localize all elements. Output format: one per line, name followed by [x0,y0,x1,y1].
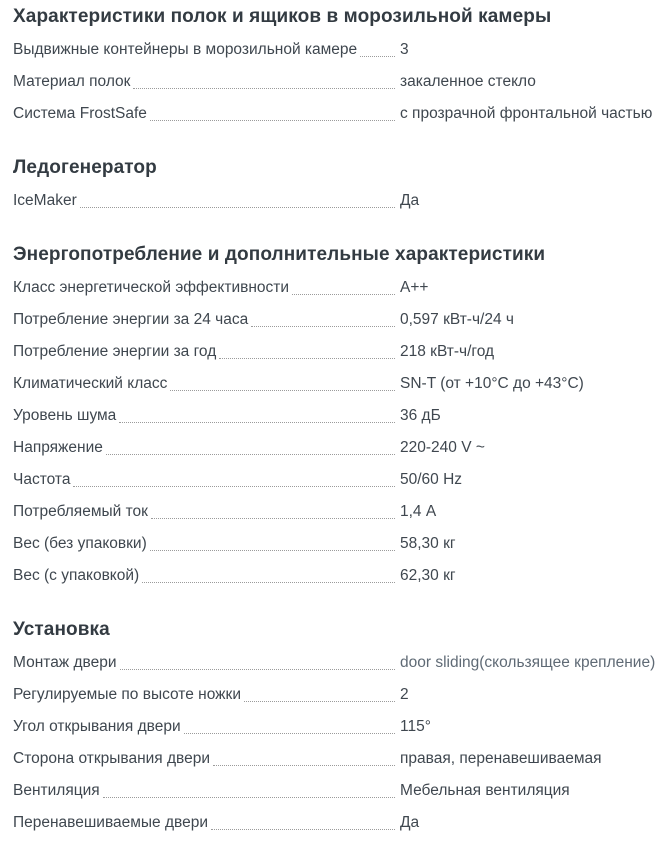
spec-label: Потребление энергии за 24 часа [13,311,249,328]
spec-row-left [13,400,400,432]
dotted-leader [133,88,395,89]
spec-row-left [13,496,400,528]
section-heading: Характеристики полок и ящиков в морозильной камеры [13,6,552,27]
spec-label: Вес (с упаковкой) [13,567,140,584]
spec-row-left [13,560,400,592]
spec-label: Уровень шума [13,407,117,424]
spec-row-left [13,647,400,679]
spec-row [13,496,658,528]
spec-row-left [13,775,400,807]
dotted-leader [292,294,395,295]
product-spec-sheet [13,5,658,839]
spec-value: 0,597 кВт-ч/24 ч [400,311,514,328]
spec-row [13,400,658,432]
section-rows [13,647,658,839]
spec-row [13,336,658,368]
spec-row-left [13,528,400,560]
spec-value: A++ [400,279,429,296]
spec-label: Потребляемый ток [13,503,148,520]
spec-value: Да [400,814,420,831]
spec-row [13,464,658,496]
section-heading: Энергопотребление и дополнительные характеристики [13,244,546,265]
spec-value: 50/60 Hz [400,471,463,488]
spec-row [13,432,658,464]
spec-label: Класс энергетической эффективности [13,279,290,296]
dotted-leader [211,829,395,830]
spec-label: Вес (без упаковки) [13,535,147,552]
spec-value: 220-240 V ~ [400,439,485,456]
section-heading: Установка [13,619,110,640]
spec-label: Напряжение [13,439,103,456]
spec-label: Система FrostSafe [13,105,147,122]
spec-value: Мебельная вентиляция [400,782,570,799]
spec-row-left [13,98,400,130]
spec-value: 218 кВт-ч/год [400,343,495,360]
spec-label: Климатический класс [13,375,168,392]
spec-value: с прозрачной фронтальной частью [400,105,653,122]
spec-row [13,304,658,336]
spec-row [13,711,658,743]
dotted-leader [119,422,395,423]
spec-row-left [13,679,400,711]
dotted-leader [184,733,395,734]
spec-row-left [13,464,400,496]
spec-value: 115° [400,718,431,735]
section-rows [13,272,658,592]
spec-value: 36 дБ [400,407,441,424]
spec-value: 1,4 А [400,503,437,520]
spec-row [13,368,658,400]
spec-row [13,185,658,217]
spec-row-left [13,368,400,400]
spec-row [13,98,658,130]
spec-value: 2 [400,686,409,703]
dotted-leader [80,207,395,208]
dotted-leader [120,669,396,670]
spec-label: Материал полок [13,73,131,90]
dotted-leader [251,326,395,327]
spec-row-left [13,807,400,839]
dotted-leader [73,486,395,487]
spec-row-left [13,432,400,464]
spec-row [13,560,658,592]
spec-section [13,618,658,839]
spec-row [13,66,658,98]
dotted-leader [150,120,395,121]
spec-row-left [13,66,400,98]
section-rows [13,185,658,217]
spec-value: 62,30 кг [400,567,456,584]
spec-row-left [13,743,400,775]
spec-value: 58,30 кг [400,535,456,552]
spec-value: закаленное стекло [400,73,536,90]
dotted-leader [170,390,395,391]
dotted-leader [360,56,395,57]
spec-section [13,243,658,592]
spec-label: Сторона открывания двери [13,750,210,767]
spec-section [13,5,658,130]
spec-row [13,528,658,560]
dotted-leader [213,765,395,766]
spec-row [13,743,658,775]
dotted-leader [244,701,395,702]
dotted-leader [219,358,395,359]
dotted-leader [106,454,395,455]
spec-label: Перенавешиваемые двери [13,814,208,831]
dotted-leader [151,518,395,519]
spec-label: Монтаж двери [13,654,117,671]
spec-value: SN-T (от +10°C до +43°C) [400,375,584,392]
spec-row [13,807,658,839]
spec-row [13,679,658,711]
spec-row-left [13,711,400,743]
spec-row [13,647,658,679]
dotted-leader [103,797,395,798]
spec-row [13,34,658,66]
spec-value: правая, перенавешиваемая [400,750,602,767]
spec-value: Да [400,192,420,209]
spec-row-left [13,185,400,217]
spec-row [13,775,658,807]
spec-label: Вентиляция [13,782,100,799]
spec-value: door sliding(скользящее крепление) [400,654,656,671]
spec-row-left [13,304,400,336]
section-heading: Ледогенератор [13,157,157,178]
dotted-leader [142,582,395,583]
section-rows [13,34,658,130]
spec-label: IceMaker [13,192,77,209]
spec-label: Выдвижные контейнеры в морозильной камере [13,41,358,58]
spec-row-left [13,272,400,304]
spec-value: 3 [400,41,409,58]
spec-label: Частота [13,471,71,488]
spec-row [13,272,658,304]
spec-label: Регулируемые по высоте ножки [13,686,241,703]
spec-label: Угол открывания двери [13,718,181,735]
dotted-leader [150,550,395,551]
spec-row-left [13,336,400,368]
spec-row-left [13,34,400,66]
spec-label: Потребление энергии за год [13,343,217,360]
spec-section [13,156,658,217]
